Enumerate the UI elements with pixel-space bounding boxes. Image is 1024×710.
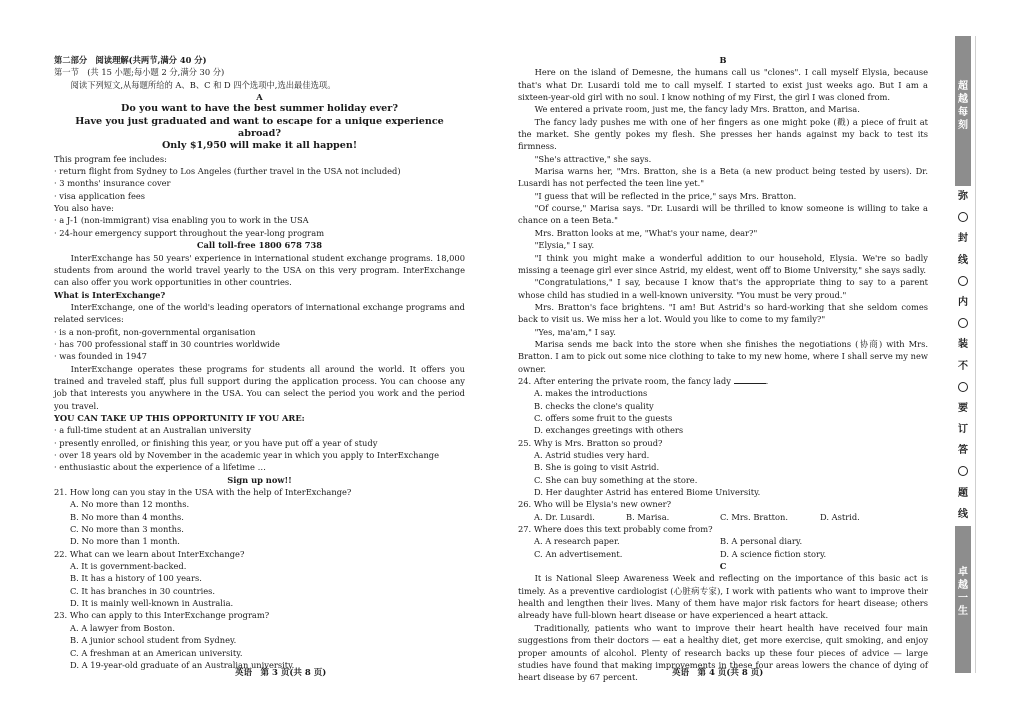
instruction: 阅读下列短文,从每题所给的 A、B、C 和 D 四个选项中,选出最佳选项。 [70, 79, 336, 90]
question-27-option-c: C. An advertisement. [534, 548, 623, 559]
question-23-option-a: A. A lawyer from Boston. [70, 622, 175, 633]
ad-fact: · is a non-profit, non-governmental organisation [54, 326, 256, 337]
passage-b-paragraph: The fancy lady pushes me with one of her fingers as one might poke (戳) a piece of fruit at the market. She gently pokes my flesh. She presses her hands against my back to test its firmness. [518, 116, 928, 152]
question-27-options-row-2 [518, 548, 928, 560]
left-column [54, 54, 465, 671]
question-24-option-b: B. checks the clone's quality [534, 400, 654, 411]
ad-fact: · has 700 professional staff in 30 countries worldwide [54, 338, 280, 349]
opportunity-heading: YOU CAN TAKE UP THIS OPPORTUNITY IF YOU ARE: [54, 412, 305, 423]
seal-line-char: 答 [958, 445, 968, 457]
question-25-option-c: C. She can buy something at the store. [534, 474, 698, 485]
part-title: 第二部分 阅读理解(共两节,满分 40 分) [54, 55, 207, 65]
question-25-option-b: B. She is going to visit Astrid. [534, 462, 660, 473]
ad-paragraph-2: InterExchange, one of the world's leading operators of international exchange programs and related services: [54, 301, 465, 325]
ad-line: This program fee includes: [54, 153, 167, 164]
question-25-option-a: A. Astrid studies very hard. [534, 450, 650, 460]
ad-fact: · was founded in 1947 [54, 351, 147, 362]
call-toll-free: Call toll-free 1800 678 738 [196, 240, 323, 251]
side-banner-bottom-text [955, 526, 971, 618]
ad-line: · return flight from Sydney to Los Angeles (further travel in the USA not included) [54, 166, 401, 177]
question-22-option-d: D. It is mainly well-known in Australia. [70, 598, 234, 609]
question-25-stem: 25. Why is Mrs. Bratton so proud? [518, 437, 663, 448]
side-banner-char: 刻 [958, 120, 968, 131]
seal-circle-icon [955, 313, 971, 334]
passage-b-paragraph: We entered a private room, just me, the fancy lady Mrs. Bratton, and Marisa. [534, 104, 860, 115]
question-27-option-b: B. A personal diary. [720, 536, 803, 547]
question-24-option-d: D. exchanges greetings with others [534, 425, 684, 436]
passage-b-paragraph: Marisa warns her, "Mrs. Bratton, she is a Beta (a new product being tested by users). Dr. Lusardi has not perfected the teen line yet." [518, 166, 928, 189]
ad-condition: · over 18 years old by November in the academic year in which you apply to InterExchange [54, 450, 440, 460]
side-banner-top-text [955, 36, 971, 132]
passage-b-paragraph: "Congratulations," I say, because I know that's the appropriate thing to say to a parent whose child has studied in a well-known university. "You must be very proud." [518, 277, 928, 300]
question-22-option-b: B. It has a history of 100 years. [70, 573, 202, 584]
passage-b-paragraph: Marisa sends me back into the store when she finishes the negotiations (协商) with Mrs. Bratton. I am to pick out some nice clothing to take to my new home, where I shall serve my new owner. [518, 338, 928, 374]
question-24-option-a: A. makes the introductions [534, 388, 648, 399]
sign-up-now: Sign up now!! [227, 474, 292, 485]
what-is-heading: What is InterExchange? [54, 289, 166, 300]
question-21-option-a: A. No more than 12 months. [70, 499, 190, 510]
seal-line-char: 订 [958, 424, 968, 436]
question-26-option-b: B. Marisa. [626, 511, 670, 522]
question-23-option-d: D. A 19-year-old graduate of an Australian university. [70, 659, 295, 670]
passage-b-paragraph: "I think you might make a wonderful addition to our household, Elysia. We're so badly missing a teenage girl ever since Astrid, my eldest, went off to Biome University," she says sadly. [518, 252, 928, 275]
seal-circle-icon [955, 461, 971, 482]
side-banner-char: 每 [958, 107, 968, 118]
ad-paragraph-3: InterExchange operates these programs for students all around the world. It offers you trained and traveled staff, plus full support during the application process. You can choose any job that interests you anywhere in the USA. You can select the period you work and the period you travel. [54, 363, 465, 411]
ad-condition: · enthusiastic about the experience of a lifetime … [54, 462, 266, 473]
question-24-stem [518, 375, 928, 387]
passage-b-paragraph: Here on the island of Demesne, the humans call us "clones". I call myself Elysia, because that's what Dr. Lusardi told me to call myself. I started to exist just weeks ago. But I am a sixteen-year-old girl with no soul. I know nothing of my First, the girl I was cloned from. [518, 67, 928, 103]
side-banner-char: 超 [958, 81, 968, 92]
passage-b-paragraph: "I guess that will be reflected in the price," says Mrs. Bratton. [534, 190, 797, 201]
seal-circle-icon [955, 377, 971, 398]
ad-line: · visa application fees [54, 190, 146, 201]
question-23-option-c: C. A freshman at an American university. [70, 647, 243, 658]
ad-paragraph-1: InterExchange has 50 years' experience in international student exchange programs. 18,000 students from around the world travel yearly to the USA on this very program. InterExchange can also offer you work opportunities in other countries. [54, 252, 465, 288]
question-26-options [518, 511, 928, 523]
passage-c-paragraph: Traditionally, patients who want to improve their heart health have received four main suggestions from their doctors — eat a healthy diet, get more exercise, quit smoking, and enjoy proper amounts of alcohol. Plenty of research backs up these four pieces of advice — large studies have found that making improvements in these four areas lowers the chance of dying of heart disease by 67 percent. [518, 622, 928, 683]
seal-line-char: 要 [958, 402, 968, 414]
passage-c-paragraph: It is National Sleep Awareness Week and reflecting on the importance of this basic act is timely. As a preventive cardiologist (心脏病专家), I work with patients who want to improve their health and lengthen their lives. Many of them have major risk factors for heart disease; others already have full-blown heart disease or have experienced a heart attack. [518, 573, 928, 621]
passage-b-paragraph: Mrs. Bratton's face brightens. "I am! But Astrid's so hard-working that she seldom comes back to visit us. We miss her a lot. Would you like to come to my family?" [518, 301, 928, 325]
passage-a-label: A [256, 92, 263, 103]
seal-line-char: 线 [958, 254, 968, 266]
passage-b-paragraph: "Of course," Marisa says. "Dr. Lusardi will be thrilled to know someone is willing to take a chance on a teen Beta." [518, 203, 928, 226]
ad-headline-2: Have you just graduated and want to escape for a unique experience abroad? [75, 115, 444, 140]
seal-line-char: 线 [958, 508, 968, 520]
answer-blank [734, 376, 766, 384]
question-24-stem-text: 24. After entering the private room, the fancy lady [518, 375, 731, 386]
question-21-option-b: B. No more than 4 months. [70, 511, 184, 522]
question-24-option-c: C. offers some fruit to the guests [534, 412, 673, 423]
seal-line-char: 题 [958, 487, 968, 499]
ad-line: · 24-hour emergency support throughout the year-long program [54, 227, 325, 238]
seal-circle-icon [955, 271, 971, 292]
ad-line: · a J-1 (non-immigrant) visa enabling you to work in the USA [54, 215, 309, 226]
ad-headline-3: Only $1,950 will make it all happen! [161, 140, 358, 152]
question-22-option-a: A. It is government-backed. [70, 561, 187, 572]
ad-headline-1: Do you want to have the best summer holiday ever? [121, 103, 398, 115]
question-24-stem-end: . [765, 375, 769, 386]
question-22-stem: 22. What can we learn about InterExchange? [54, 548, 245, 559]
question-26-option-c: C. Mrs. Bratton. [720, 511, 788, 522]
seal-line-char: 弥 [958, 191, 968, 202]
question-27-options-row-1 [518, 535, 928, 547]
side-banner-bottom [955, 526, 971, 673]
question-23-stem: 23. Who can apply to this InterExchange program? [54, 610, 270, 621]
passage-b-paragraph: "She's attractive," she says. [534, 153, 652, 164]
passage-b-label: B [719, 55, 727, 65]
question-21-option-d: D. No more than 1 month. [70, 536, 180, 547]
question-21-stem: 21. How long can you stay in the USA with the help of InterExchange? [54, 487, 352, 498]
question-23-option-b: B. A junior school student from Sydney. [70, 635, 237, 646]
question-27-option-d: D. A science fiction story. [720, 548, 827, 559]
question-26-stem: 26. Who will be Elysia's new owner? [518, 499, 672, 510]
question-26-option-a: A. Dr. Lusardi. [534, 511, 595, 522]
ad-condition: · a full-time student at an Australian university [54, 425, 252, 436]
passage-c-label: C [719, 561, 727, 572]
page-footer-left: 英语 第 3 页(共 8 页) [235, 668, 327, 678]
page-footer-right: 英语 第 4 页(共 8 页) [672, 668, 764, 678]
page-edge-line [975, 36, 976, 673]
question-27-option-a: A. A research paper. [534, 536, 620, 547]
seal-line-char: 封 [958, 233, 968, 245]
question-25-option-d: D. Her daughter Astrid has entered Biome University. [534, 487, 761, 498]
section-title: 第一节 (共 15 小题;每小题 2 分,满分 30 分) [54, 67, 225, 78]
question-22-option-c: C. It has branches in 30 countries. [70, 585, 216, 596]
side-banner-top [955, 36, 971, 186]
side-banner-char: 越 [958, 94, 968, 105]
right-column [518, 54, 928, 684]
question-26-option-d: D. Astrid. [820, 511, 860, 522]
side-banner-char: 卓 [958, 567, 968, 578]
seal-circle-icon [955, 207, 971, 228]
seal-line-char: 不 [958, 360, 968, 372]
question-21-option-c: C. No more than 3 months. [70, 524, 184, 535]
seal-line-strip [955, 186, 971, 526]
question-27-stem: 27. Where does this text probably come from? [518, 524, 713, 535]
side-banner-char: 生 [958, 606, 968, 617]
seal-line-char: 装 [958, 339, 968, 351]
seal-line-char: 内 [958, 296, 968, 308]
passage-b-paragraph: Mrs. Bratton looks at me, "What's your name, dear?" [534, 227, 758, 238]
ad-line: · 3 months' insurance cover [54, 178, 171, 189]
side-banner-char: 越 [958, 580, 968, 591]
ad-condition: · presently enrolled, or finishing this year, or you have put off a year of study [54, 437, 378, 448]
passage-b-paragraph: "Yes, ma'am," I say. [534, 326, 616, 337]
ad-line: You also have: [54, 203, 114, 214]
side-banner-char: 一 [958, 593, 968, 604]
passage-b-paragraph: "Elysia," I say. [534, 240, 595, 251]
